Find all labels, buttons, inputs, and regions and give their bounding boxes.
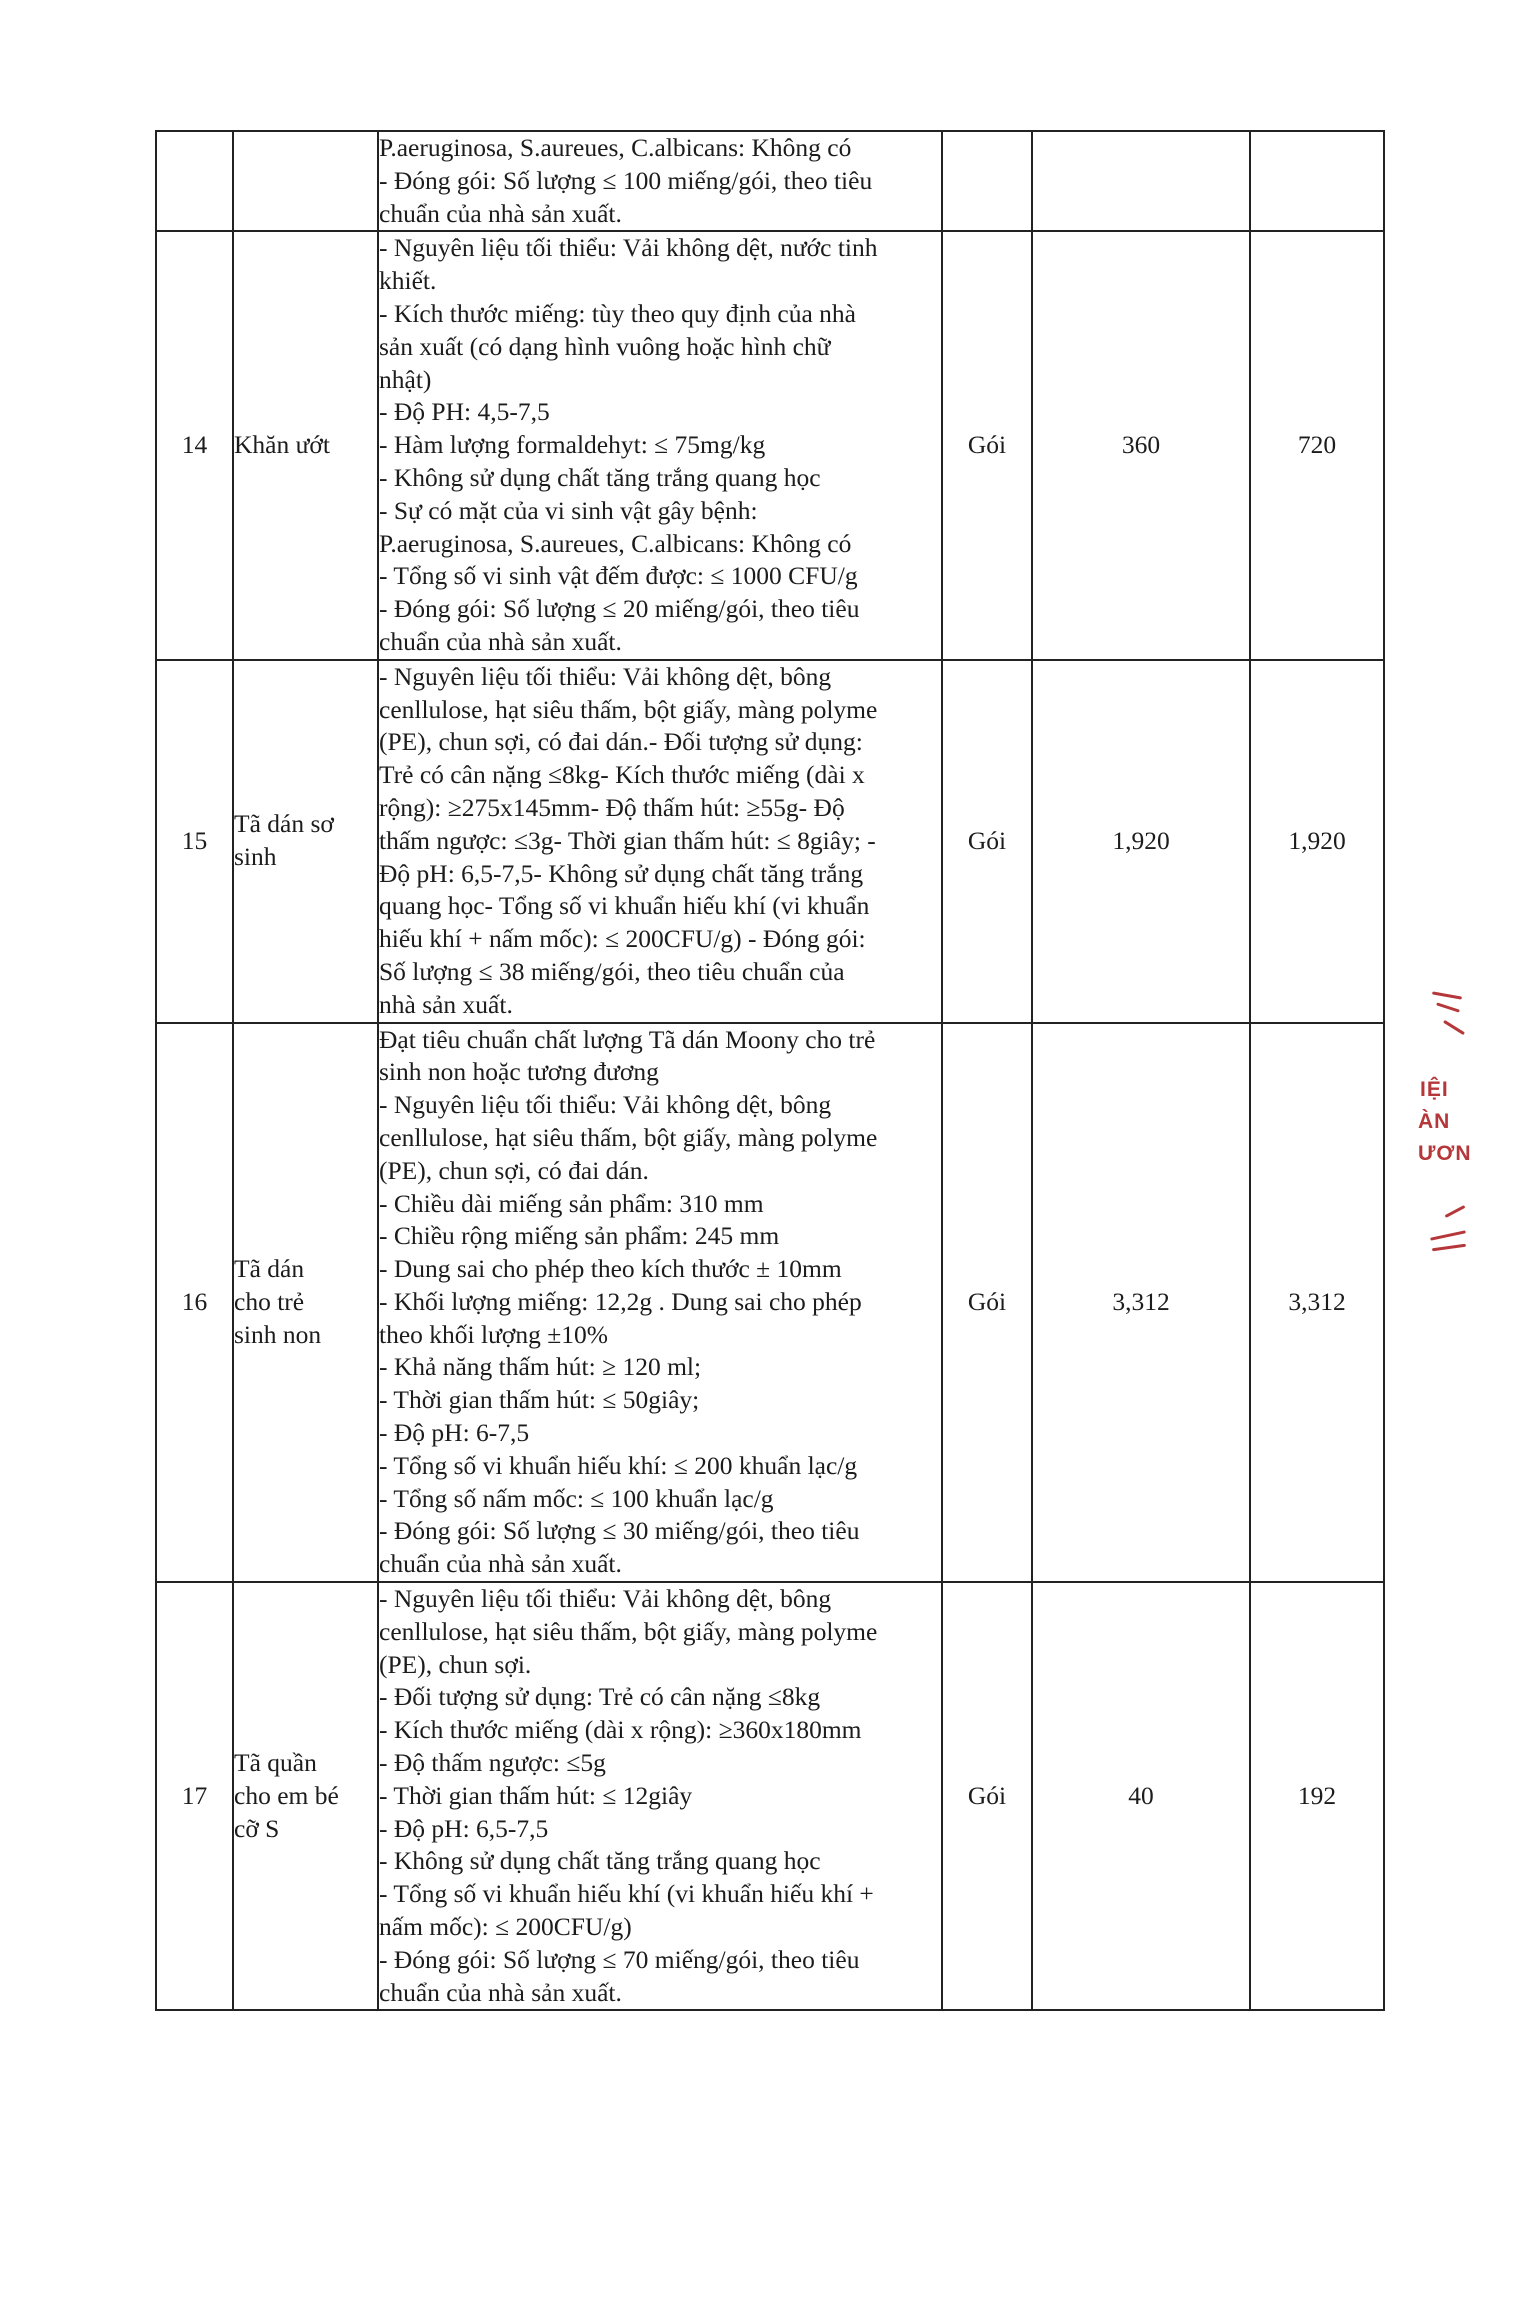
unit-cell	[942, 1023, 1032, 1583]
quantity-cell	[1032, 131, 1250, 231]
specification-line: nhà sản xuất.	[379, 989, 513, 1019]
table-row	[156, 131, 1384, 231]
specification-line: (PE), chun sợi, có đai dán.- Đối tượng sử dụng:	[379, 727, 863, 757]
specification-line: - Tổng số vi khuẩn hiếu khí: ≤ 200 khuẩn lạc/g	[379, 1450, 858, 1480]
specification-line: - Chiều rộng miếng sản phẩm: 245 mm	[379, 1221, 780, 1251]
specification-line: - Kích thước miếng (dài x rộng): ≥360x180mm	[379, 1715, 862, 1745]
specification-line: - Thời gian thấm hút: ≤ 12giây	[379, 1780, 693, 1810]
stamp-text-2: ÀN	[1418, 1110, 1451, 1133]
unit-value: Gói	[967, 1780, 1007, 1810]
specification-line: Trẻ có cân nặng ≤8kg- Kích thước miếng (dài x	[379, 760, 865, 790]
specification-line: - Đóng gói: Số lượng ≤ 20 miếng/gói, theo tiêu	[379, 594, 860, 624]
specification-line: - Khối lượng miếng: 12,2g . Dung sai cho phép	[379, 1286, 862, 1316]
table-row	[156, 1582, 1384, 2010]
specification-line: - Tổng số vi khuẩn hiếu khí (vi khuẩn hiếu khí +	[379, 1879, 874, 1909]
specification-line: - Sự có mặt của vi sinh vật gây bệnh:	[379, 495, 758, 525]
quantity-cell	[1032, 1023, 1250, 1583]
row-number-cell	[156, 1582, 233, 2010]
specification-line: (PE), chun sợi, có đai dán.	[379, 1155, 649, 1185]
specification-line: - Đối tượng sử dụng: Trẻ có cân nặng ≤8kg	[379, 1682, 821, 1712]
specification-line: - Độ thấm ngược: ≤5g	[379, 1748, 606, 1778]
item-name-line: Tã dán sơ	[234, 809, 334, 839]
quantity-value: 3,312	[1112, 1286, 1170, 1316]
stamp-text-1: IỆI	[1420, 1078, 1449, 1101]
table-row	[156, 231, 1384, 659]
quantity-cell	[1032, 660, 1250, 1023]
quantity-value: 360	[1121, 430, 1161, 460]
specification-line: - Chiều dài miếng sản phẩm: 310 mm	[379, 1188, 764, 1218]
specification-line: - Nguyên liệu tối thiểu: Vải không dệt, bông	[379, 1090, 832, 1120]
row-number: 17	[181, 1780, 208, 1810]
specification-line: sản xuất (có dạng hình vuông hoặc hình chữ	[379, 331, 831, 361]
specification-line: - Thời gian thấm hút: ≤ 50giây;	[379, 1385, 700, 1415]
item-name-line: Khăn ướt	[234, 430, 330, 460]
specification-line: - Đóng gói: Số lượng ≤ 70 miếng/gói, theo tiêu	[379, 1944, 860, 1974]
specification-line: cenllulose, hạt siêu thấm, bột giấy, màng polyme	[379, 694, 878, 724]
specification-line: - Nguyên liệu tối thiểu: Vải không dệt, bông	[379, 661, 832, 691]
item-name-line: Tã quần	[234, 1748, 317, 1778]
specification-line: (PE), chun sợi.	[379, 1649, 532, 1679]
unit-value: Gói	[967, 825, 1007, 855]
specification-line: quang học- Tổng số vi khuẩn hiếu khí (vi khuẩn	[379, 891, 870, 921]
unit-cell	[942, 231, 1032, 659]
item-name-cell	[233, 1582, 378, 2010]
total-quantity-cell	[1250, 1582, 1384, 2010]
item-name-cell	[233, 131, 378, 231]
specification-line: Số lượng ≤ 38 miếng/gói, theo tiêu chuẩn của	[379, 956, 845, 986]
item-name-line: cỡ S	[234, 1813, 280, 1843]
unit-cell	[942, 131, 1032, 231]
row-number: 16	[181, 1286, 208, 1316]
specification-line: chuẩn của nhà sản xuất.	[379, 626, 622, 656]
table-row	[156, 1023, 1384, 1583]
specification-line: - Tổng số vi sinh vật đếm được: ≤ 1000 CFU/g	[379, 561, 858, 591]
specification-line: - Nguyên liệu tối thiểu: Vải không dệt, bông	[379, 1584, 832, 1614]
red-stamp-fragment	[1418, 990, 1528, 1270]
item-name-cell	[233, 660, 378, 1023]
specification-line: - Dung sai cho phép theo kích thước ± 10mm	[379, 1254, 842, 1284]
row-number-cell	[156, 660, 233, 1023]
specification-line: chuẩn của nhà sản xuất.	[379, 1549, 622, 1579]
specification-line: sinh non hoặc tương đương	[379, 1057, 659, 1087]
specification-line: chuẩn của nhà sản xuất.	[379, 198, 622, 228]
specification-line: - Tổng số nấm mốc: ≤ 100 khuẩn lạc/g	[379, 1483, 774, 1513]
quantity-value: 1,920	[1112, 825, 1170, 855]
specification-line: nấm mốc): ≤ 200CFU/g)	[379, 1912, 632, 1942]
total-quantity-cell	[1250, 660, 1384, 1023]
item-name-line: cho em bé	[234, 1780, 339, 1810]
specification-line: - Khả năng thấm hút: ≥ 120 ml;	[379, 1352, 702, 1382]
specification-line: Độ pH: 6,5-7,5- Không sử dụng chất tăng trắng	[379, 858, 864, 888]
unit-value: Gói	[967, 1286, 1007, 1316]
table-row	[156, 660, 1384, 1023]
row-number-cell	[156, 131, 233, 231]
item-name-cell	[233, 231, 378, 659]
specification-line: cenllulose, hạt siêu thấm, bột giấy, màng polyme	[379, 1122, 878, 1152]
specification-cell	[378, 131, 942, 231]
row-number: 14	[181, 430, 208, 460]
unit-cell	[942, 1582, 1032, 2010]
specification-line: - Không sử dụng chất tăng trắng quang học	[379, 462, 821, 492]
item-name-line: cho trẻ	[234, 1286, 305, 1316]
quantity-value: 40	[1128, 1780, 1154, 1810]
total-quantity-cell	[1250, 1023, 1384, 1583]
row-number-cell	[156, 231, 233, 659]
specification-cell	[378, 1023, 942, 1583]
specification-table	[155, 130, 1385, 2011]
specification-line: Đạt tiêu chuẩn chất lượng Tã dán Moony cho trẻ	[379, 1024, 876, 1054]
specification-line: hiếu khí + nấm mốc): ≤ 200CFU/g) - Đóng gói:	[379, 924, 866, 954]
unit-value: Gói	[967, 430, 1007, 460]
item-name-line: sinh	[234, 842, 277, 872]
total-quantity-value: 1,920	[1288, 825, 1346, 855]
specification-line: - Không sử dụng chất tăng trắng quang học	[379, 1846, 821, 1876]
specification-line: - Đóng gói: Số lượng ≤ 100 miếng/gói, theo tiêu	[379, 165, 873, 195]
total-quantity-value: 720	[1297, 430, 1337, 460]
table-body	[156, 131, 1384, 2010]
specification-line: - Nguyên liệu tối thiểu: Vải không dệt, nước tinh	[379, 233, 878, 263]
specification-line: - Độ pH: 6,5-7,5	[379, 1813, 549, 1843]
specification-cell	[378, 231, 942, 659]
total-quantity-cell	[1250, 131, 1384, 231]
row-number: 15	[181, 825, 208, 855]
item-name-line: sinh non	[234, 1319, 322, 1349]
quantity-cell	[1032, 1582, 1250, 2010]
specification-line: - Kích thước miếng: tùy theo quy định của nhà	[379, 298, 856, 328]
specification-line: - Hàm lượng formaldehyt: ≤ 75mg/kg	[379, 430, 766, 460]
total-quantity-value: 192	[1297, 1780, 1337, 1810]
stamp-text-3: ƯƠN	[1418, 1142, 1472, 1165]
specification-line: - Độ pH: 6-7,5	[379, 1418, 530, 1448]
specification-line: - Độ PH: 4,5-7,5	[379, 397, 550, 427]
specification-line: P.aeruginosa, S.aureues, C.albicans: Không có	[379, 528, 852, 558]
specification-cell	[378, 660, 942, 1023]
specification-line: chuẩn của nhà sản xuất.	[379, 1977, 622, 2007]
item-name-line: Tã dán	[234, 1254, 305, 1284]
quantity-cell	[1032, 231, 1250, 659]
total-quantity-cell	[1250, 231, 1384, 659]
specification-line: thấm ngược: ≤3g- Thời gian thấm hút: ≤ 8giây; -	[379, 825, 876, 855]
specification-line: P.aeruginosa, S.aureues, C.albicans: Không có	[379, 133, 852, 162]
specification-cell	[378, 1582, 942, 2010]
total-quantity-value: 3,312	[1288, 1286, 1346, 1316]
specification-line: cenllulose, hạt siêu thấm, bột giấy, màng polyme	[379, 1616, 878, 1646]
specification-line: khiết.	[379, 266, 437, 296]
specification-line: theo khối lượng ±10%	[379, 1319, 608, 1349]
item-name-cell	[233, 1023, 378, 1583]
specification-line: - Đóng gói: Số lượng ≤ 30 miếng/gói, theo tiêu	[379, 1516, 860, 1546]
specification-line: rộng): ≥275x145mm- Độ thấm hút: ≥55g- Độ	[379, 792, 845, 822]
row-number-cell	[156, 1023, 233, 1583]
specification-line: nhật)	[379, 364, 432, 394]
unit-cell	[942, 660, 1032, 1023]
